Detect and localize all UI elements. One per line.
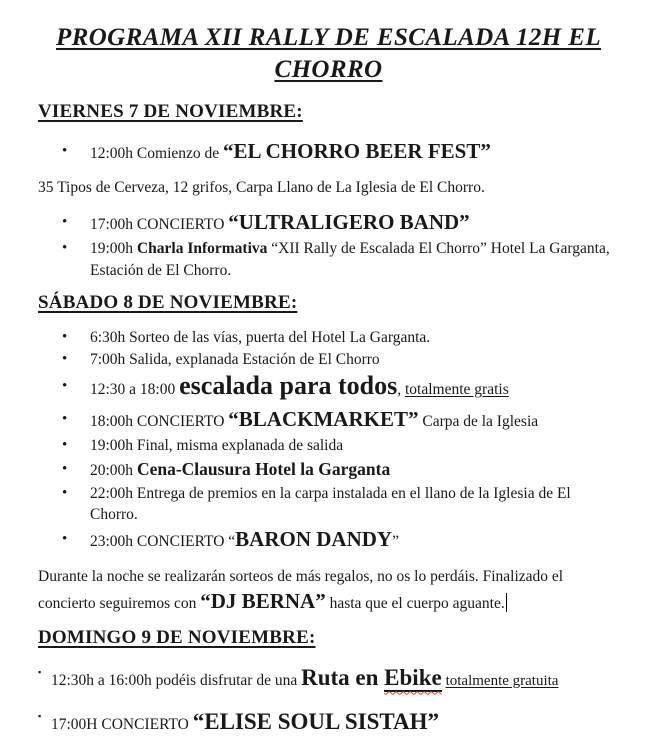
event-escalada-time: 12:30 a 18:00 xyxy=(90,381,180,398)
event-elise-name: “ELISE SOUL SISTAH” xyxy=(192,708,440,734)
friday-events xyxy=(38,136,619,169)
event-ebike-time: 12:30h a 16:00h podéis disfrutar de una xyxy=(51,671,302,689)
event-final: • 19:00h Final, misma explanada de salida xyxy=(38,435,619,457)
event-baron-name: BARON DANDY xyxy=(235,526,393,551)
event-ebike-note: totalmente gratuita xyxy=(445,672,559,689)
event-cena-name: Cena-Clausura Hotel la Garganta xyxy=(136,458,391,479)
event-premios: • 22:00h Entrega de premios en la carpa instalada en el llano de la Iglesia de El Chorro. xyxy=(38,483,619,526)
event-escalada xyxy=(38,370,619,406)
heading-saturday: SÁBADO 8 DE NOVIEMBRE: xyxy=(38,292,298,313)
event-cena xyxy=(38,457,619,483)
heading-sunday: DOMINGO 9 DE NOVIEMBRE: xyxy=(38,626,316,648)
event-escalada-note: totalmente gratis xyxy=(405,381,509,398)
dj-berna-name: “DJ BERNA” xyxy=(200,588,326,613)
event-baron-quote: ” xyxy=(392,532,399,550)
event-blackmarket-place: Carpa de la Iglesia xyxy=(418,413,539,430)
night-paragraph xyxy=(38,564,619,616)
event-elise-time: 17:00H CONCIERTO xyxy=(51,715,193,733)
heading-friday: VIERNES 7 DE NOVIEMBRE: xyxy=(38,101,303,122)
event-beerfest-time: 12:00h Comienzo de xyxy=(90,145,224,162)
event-blackmarket xyxy=(38,406,619,435)
event-baron-time: 23:00h CONCIERTO “ xyxy=(90,532,236,550)
event-charla-time: 19:00h xyxy=(90,240,137,257)
night-text-end: hasta que el cuerpo aguante. xyxy=(325,594,505,612)
event-beerfest xyxy=(38,136,619,169)
event-charla-title: Charla Informativa xyxy=(136,240,268,257)
event-salida: • 7:00h Salida, explanada Estación de El Chorro xyxy=(38,349,619,371)
event-ebike xyxy=(38,665,619,694)
event-blackmarket-time: 18:00h CONCIERTO xyxy=(90,413,229,430)
event-ultraligero-name: “ULTRALIGERO BAND” xyxy=(228,210,470,234)
text-cursor xyxy=(506,593,508,612)
event-baron xyxy=(38,526,619,555)
event-ultraligero xyxy=(38,209,619,238)
event-blackmarket-name: “BLACKMARKET” xyxy=(228,407,419,431)
event-ebike-word: Ebike xyxy=(384,664,442,690)
night-text: Durante la noche se realizarán sorteos de más regalos, no os lo perdáis. Finalizado el concierto seguiremos con xyxy=(38,567,564,612)
beerfest-description: 35 Tipos de Cerveza, 12 grifos, Carpa Llano de La Iglesia de El Chorro. xyxy=(38,179,485,196)
event-charla xyxy=(38,238,619,281)
event-ebike-name: Ruta en xyxy=(301,664,385,690)
event-escalada-name: escalada para todos xyxy=(179,371,398,400)
spellcheck-wavy-underline xyxy=(384,665,442,692)
document-title: PROGRAMA XII RALLY DE ESCALADA 12H EL CHORRO xyxy=(55,24,601,83)
event-beerfest-name: “EL CHORRO BEER FEST” xyxy=(223,139,491,163)
event-sorteo: • 6:30h Sorteo de las vías, puerta del Hotel La Garganta. xyxy=(38,327,619,349)
event-elise xyxy=(38,709,619,738)
event-charla-detail: “XII Rally de Escalada El Chorro” Hotel La Garganta, Estación de El Chorro. xyxy=(90,240,610,279)
saturday-events xyxy=(38,327,619,555)
event-ultraligero-time: 17:00h CONCIERTO xyxy=(90,216,229,233)
event-escalada-comma: , xyxy=(397,381,405,398)
friday-events-2 xyxy=(38,209,619,281)
event-cena-time: 20:00h xyxy=(90,461,137,479)
